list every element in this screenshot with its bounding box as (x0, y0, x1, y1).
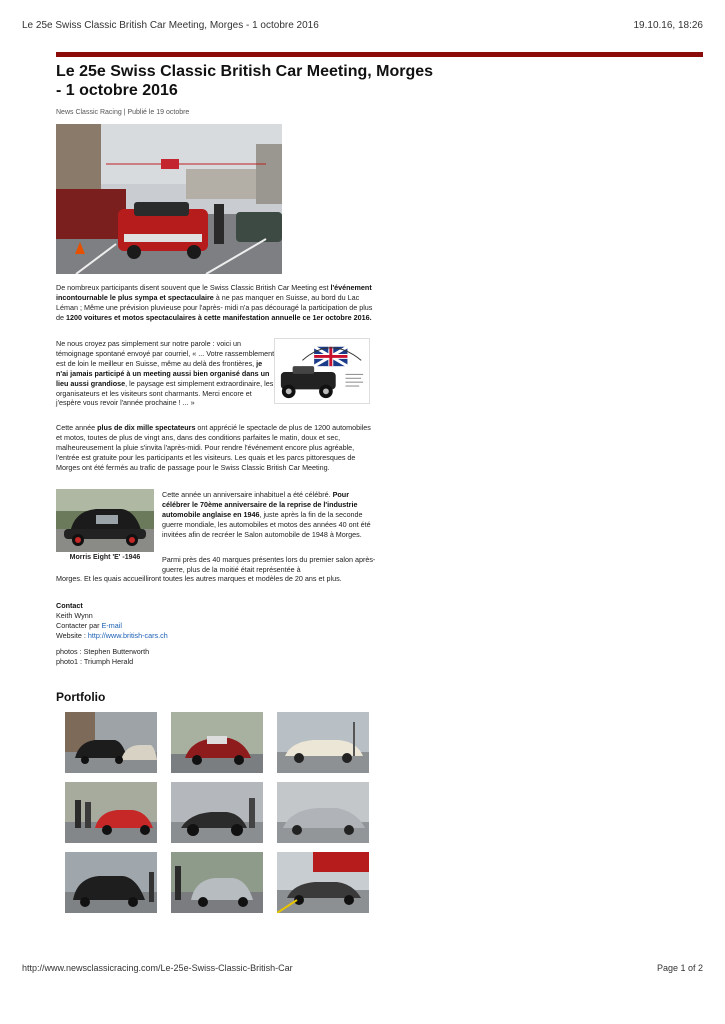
morris-eight-caption: Morris Eight 'E' -1946 (69, 554, 141, 561)
print-footer-page: Page 1 of 2 (656, 963, 703, 973)
portfolio-thumb[interactable] (65, 712, 157, 773)
portfolio-thumb[interactable] (171, 852, 263, 913)
portfolio-thumb[interactable] (171, 712, 263, 773)
contact-line: Contacter par E-mail (56, 620, 122, 630)
paragraph-intro: De nombreux participants disent souvent que le Swiss Classic British Car Meeting est l'événement incontournable le plus sympa et spectaculaire à ne pas manquer en Suisse, au bord du Lac Léman ; Même une prévision pluvieuse pour l'après- midi n'a pas découragé la participation de plus de 1200 voitures et motos spectaculaires à cette manifestation annuelle ce 1er octobre 2016. (56, 283, 373, 322)
credit-line-photos: photos : Stephen Butterworth (56, 647, 150, 656)
contact-block (56, 601, 168, 641)
accent-bar (56, 52, 703, 57)
portfolio-thumb[interactable] (171, 782, 263, 843)
contact-name: Keith Wynn (56, 610, 93, 620)
paragraph-testimonial: Ne nous croyez pas simplement sur notre parole : voici un témoignage spontané envoyé par courriel, « ... Votre rassemblement est de loin le meilleur en Suisse, même au delà des frontières, je n'ai jamais participé à un meeting aussi bien organisé dans un lieu aussi grandiose, le paysage est simplement extraordinaire, les organisateurs et les visiteurs sont charmants. Merci encore et j'espère vous revoir l'année prochaine ! ... » (56, 339, 275, 408)
portfolio-title: Portfolio (56, 690, 106, 704)
email-link[interactable]: E-mail (101, 620, 122, 630)
portfolio-thumb[interactable] (65, 852, 157, 913)
paragraph-anniversary: Cette année un anniversaire inhabituel a été célébré. Pour célébrer le 70ème anniversaire de la reprise de l'industrie automobile anglaise en 1946, juste après la fin de la seconde guerre mondiale, les automobiles et motos des années 40 ont été invitées afin de recréer le Salon automobile de 1948 à Morges. (162, 490, 371, 539)
portfolio-thumb[interactable] (277, 712, 369, 773)
print-header (22, 20, 703, 34)
paragraph-brands-continued: Morges. Et les quais accueilliront toutes les autres marques et modèles de 20 ans et plus. (56, 574, 342, 583)
morris-eight-photo[interactable] (56, 489, 154, 552)
website-line: Website : http://www.british-cars.ch (56, 630, 168, 640)
print-header-title: Le 25e Swiss Classic British Car Meeting, Morges - 1 octobre 2016 (22, 20, 319, 31)
paragraph-brands: Parmi près des 40 marques présentes lors du premier salon après-guerre, plus de la moitié était représentée à (162, 555, 376, 574)
paragraph-spectators: Cette année plus de dix mille spectateurs ont apprécié le spectacle de plus de 1200 automobiles et motos, toutes de plus de vingt ans, dans des conditions parfaites le matin, doux et sec, malheureusement la pluie s'invita l'après-midi. Pour rendre l'événement encore plus agréable, l'entrée est gratuite pour les participants et les visiteurs. Les quais et les parcs pittoresques de Morges ont été fermés au trafic de passage pour le Swiss Classic British Car Meeting. (56, 423, 371, 472)
print-header-datetime: 19.10.16, 18:26 (633, 20, 703, 31)
credit-line-photo1: photo1 : Triumph Herald (56, 656, 134, 666)
portfolio-thumb[interactable] (65, 782, 157, 843)
event-poster[interactable] (274, 338, 370, 404)
photo-credits (56, 647, 149, 667)
print-footer-url: http://www.newsclassicracing.com/Le-25e-Swiss-Classic-British-Car (22, 963, 293, 973)
main-photo-triumph-herald[interactable] (56, 124, 282, 274)
print-footer (22, 963, 703, 977)
portfolio-thumb[interactable] (277, 852, 369, 913)
portfolio-thumb[interactable] (277, 782, 369, 843)
website-link[interactable]: http://www.british-cars.ch (87, 630, 168, 640)
article-meta: News Classic Racing | Publié le 19 octobre (56, 109, 190, 116)
contact-heading: Contact (56, 601, 83, 610)
article-title: Le 25e Swiss Classic British Car Meeting, Morges - 1 octobre 2016 (56, 63, 434, 99)
